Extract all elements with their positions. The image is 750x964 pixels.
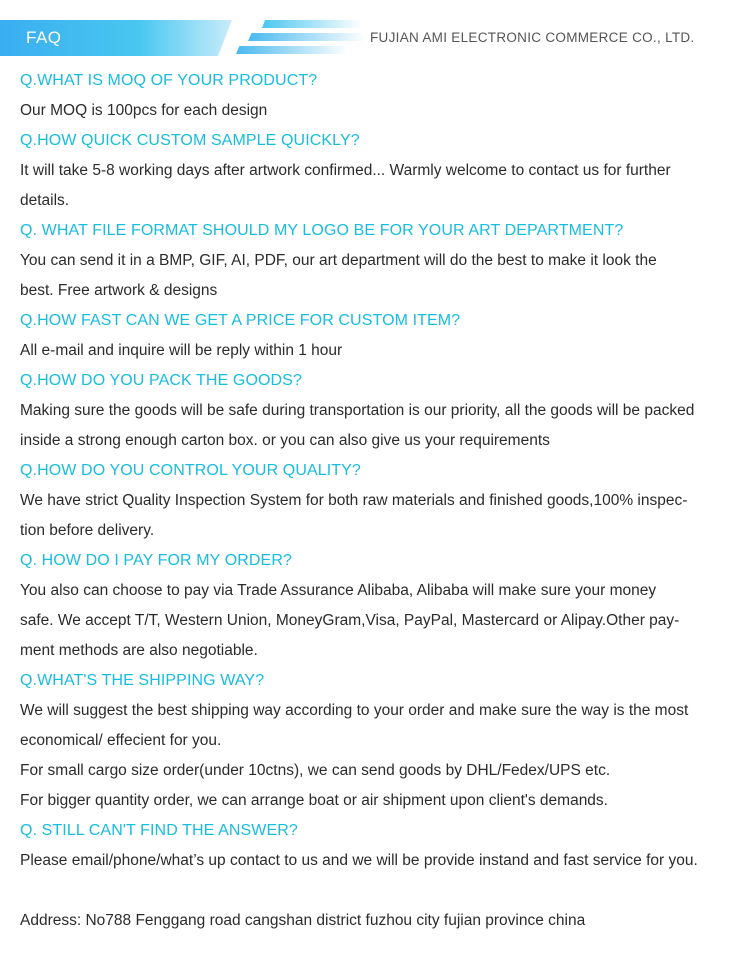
faq-item bbox=[20, 816, 735, 876]
faq-question: Q.WHAT IS MOQ OF YOUR PRODUCT? bbox=[20, 72, 318, 89]
faq-answer-line: best. Free artwork & designs bbox=[20, 282, 218, 299]
faq-item bbox=[20, 306, 735, 366]
decorative-stripe bbox=[248, 33, 366, 41]
company-address: Address: No788 Fenggang road cangshan district fuzhou city fujian province china bbox=[20, 912, 586, 929]
faq-item bbox=[20, 366, 735, 456]
faq-answer-line: tion before delivery. bbox=[20, 522, 155, 539]
faq-answer-line: We will suggest the best shipping way according to your order and make sure the way is the most bbox=[20, 702, 689, 719]
faq-answer-line: You can send it in a BMP, GIF, AI, PDF, our art department will do the best to make it look the bbox=[20, 252, 657, 269]
faq-question: Q.WHAT'S THE SHIPPING WAY? bbox=[20, 672, 265, 689]
decorative-stripe bbox=[262, 20, 362, 28]
faq-question: Q. WHAT FILE FORMAT SHOULD MY LOGO BE FOR YOUR ART DEPARTMENT? bbox=[20, 222, 624, 239]
faq-answer-line: It will take 5-8 working days after artwork confirmed... Warmly welcome to contact us for further bbox=[20, 162, 671, 179]
faq-item bbox=[20, 666, 735, 816]
faq-question: Q.HOW DO YOU PACK THE GOODS? bbox=[20, 372, 302, 389]
faq-answer-line: ment methods are also negotiable. bbox=[20, 642, 258, 659]
faq-answer-line: Please email/phone/what’s up contact to us and we will be provide instand and fast service for you. bbox=[20, 852, 698, 869]
company-name: FUJIAN AMI ELECTRONIC COMMERCE CO., LTD. bbox=[370, 30, 695, 45]
faq-item bbox=[20, 546, 735, 666]
faq-item bbox=[20, 456, 735, 546]
faq-answer-line: economical/ effecient for you. bbox=[20, 732, 222, 749]
decorative-stripe bbox=[236, 46, 348, 54]
faq-question: Q.HOW QUICK CUSTOM SAMPLE QUICKLY? bbox=[20, 132, 360, 149]
faq-tab-label: FAQ bbox=[26, 28, 62, 47]
faq-item bbox=[20, 66, 735, 126]
faq-answer-line: Our MOQ is 100pcs for each design bbox=[20, 102, 268, 119]
faq-answer-line: We have strict Quality Inspection System for both raw materials and finished goods,100% inspec- bbox=[20, 492, 688, 509]
header-banner bbox=[0, 0, 750, 75]
faq-item bbox=[20, 126, 735, 216]
faq-answer-line: You also can choose to pay via Trade Assurance Alibaba, Alibaba will make sure your money bbox=[20, 582, 657, 599]
faq-answer-line: For small cargo size order(under 10ctns), we can send goods by DHL/Fedex/UPS etc. bbox=[20, 762, 611, 779]
faq-answer-line: safe. We accept T/T, Western Union, MoneyGram,Visa, PayPal, Mastercard or Alipay.Other pay- bbox=[20, 612, 680, 629]
faq-answer-line: details. bbox=[20, 192, 70, 209]
faq-item bbox=[20, 216, 735, 306]
faq-question: Q.HOW FAST CAN WE GET A PRICE FOR CUSTOM ITEM? bbox=[20, 312, 461, 329]
faq-answer-line: inside a strong enough carton box. or you can also give us your requirements bbox=[20, 432, 550, 449]
faq-list bbox=[20, 66, 735, 876]
faq-question: Q.HOW DO YOU CONTROL YOUR QUALITY? bbox=[20, 462, 361, 479]
faq-answer-line: All e-mail and inquire will be reply within 1 hour bbox=[20, 342, 343, 359]
faq-question: Q. HOW DO I PAY FOR MY ORDER? bbox=[20, 552, 292, 569]
faq-answer-line: Making sure the goods will be safe during transportation is our priority, all the goods will be packed bbox=[20, 402, 695, 419]
faq-question: Q. STILL CAN'T FIND THE ANSWER? bbox=[20, 822, 298, 839]
faq-answer-line: For bigger quantity order, we can arrange boat or air shipment upon client's demands. bbox=[20, 792, 608, 809]
